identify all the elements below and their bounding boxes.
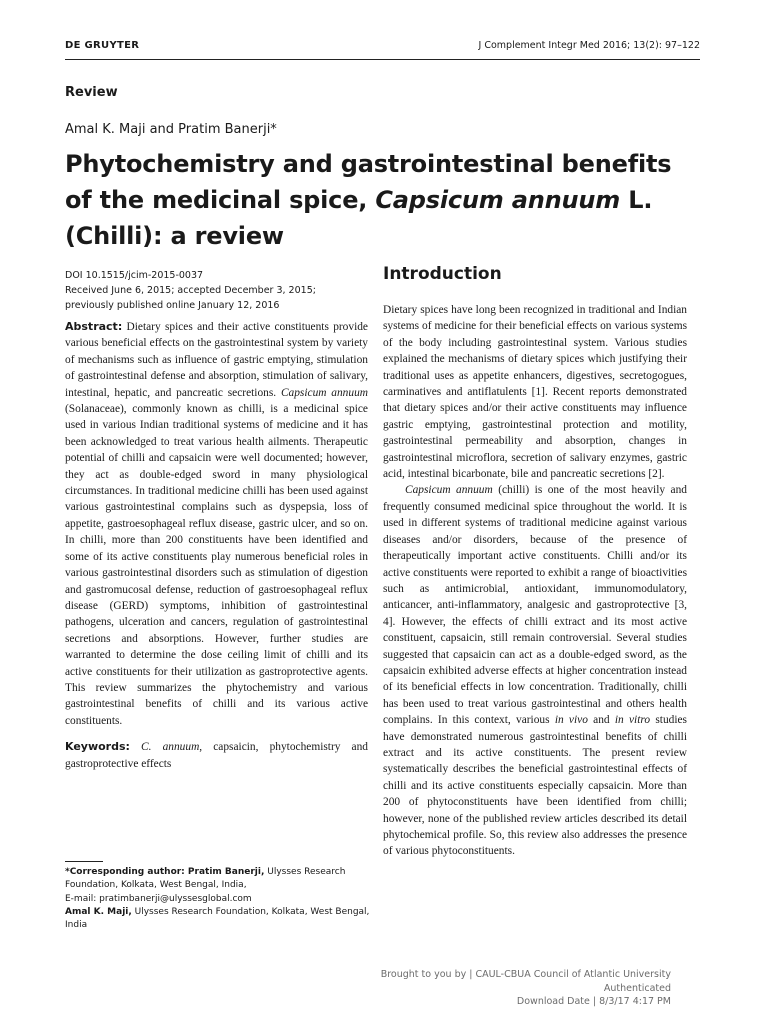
- keywords-label: Keywords:: [65, 740, 130, 754]
- watermark-line-1: Brought to you by | CAUL-CBUA Council of Atlantic University: [380, 969, 671, 980]
- second-author-affiliation: Ulysses Research Foundation, Kolkata, West Bengal, India: [65, 906, 370, 931]
- abstract-label: Abstract:: [65, 320, 123, 333]
- abstract-text-1: Dietary spices and their active constituents provide various beneficial effects on the gastrointestinal system by variety of mechanisms such as influence of gastric emptying, stimulation of gastrointestinal defense and absorption, stimulation of salivary, intestinal, hepatic, and pancreatic secretions.: [65, 321, 368, 399]
- intro-paragraph-1: Dietary spices have long been recognized in traditional and Indian systems of medicine for their beneficial effects on various systems of the body including gastrointestinal system. Various studies explained the mechanisms of dietary spices which justifying their traditional uses as appetite enhancers, digestives, secretogogues, carminatives and antiflatulents [1]. Recent reports demonstrated that dietary spices and/or their active constituents may influence gastric emptying, gastrointestinal protection and motility, gastrointestinal permeability and absorption, changes in gastrointestinal microflora, secretion of salivary enzymes, gastric acid, intestinal bicarbonate, bile and pancreatic secretions [2].: [383, 304, 687, 481]
- publisher-name: DE GRUYTER: [65, 40, 140, 51]
- published-date: previously published online January 12, 2016: [65, 300, 280, 311]
- keywords-text: , capsaicin, phytochemistry and gastroprotective effects: [65, 741, 368, 770]
- intro-p2-text-2: studies have demonstrated numerous gastrointestinal benefits of chilli extract and its active constituents. The present review systematically describes the beneficial gastrointestinal effects of chilli and its active constituents especially capsaicin. More than 200 of phytoconstituents have been identified from chilli; however, none of the published review articles described its detail phytochemical profile. So, this review also addresses the presence of various phytoconstituents.: [383, 714, 687, 858]
- article-metadata: [65, 268, 316, 313]
- received-date: Received June 6, 2015; accepted December 3, 2015;: [65, 285, 316, 296]
- abstract-species-name: Capsicum annuum: [280, 386, 368, 399]
- title-part-2: L. (Chilli): a review: [65, 186, 653, 250]
- intro-in-vivo: in vivo: [554, 714, 588, 727]
- intro-species-name: Capsicum annuum: [405, 484, 493, 497]
- journal-citation: J Complement Integr Med 2016; 13(2): 97–122: [478, 40, 700, 51]
- doi-link[interactable]: DOI 10.1515/jcim-2015-0037: [65, 270, 204, 281]
- corresponding-author-label: *Corresponding author: Pratim Banerji,: [65, 867, 265, 877]
- keyword-species: C. annuum: [129, 741, 200, 754]
- article-type: Review: [65, 85, 118, 100]
- corresponding-author: [65, 866, 370, 893]
- introduction-column: [383, 302, 687, 860]
- footnote-divider: [65, 861, 103, 862]
- corresponding-author-affiliation: Ulysses Research Foundation, Kolkata, West Bengal, India,: [65, 867, 346, 891]
- intro-in-vitro: in vitro: [614, 714, 651, 727]
- title-species-name: Capsicum annuum: [375, 186, 621, 214]
- abstract: [65, 319, 368, 729]
- author-list: Amal K. Maji and Pratim Banerji*: [65, 122, 277, 137]
- watermark-line-2: Authenticated: [603, 982, 671, 994]
- intro-p2-text-1: (chilli) is one of the most heavily and frequently consumed medicinal spice throughout the world. It is used in different systems of traditional medicine against various diseases and/or disorders, because of the presence of therapeutically important active constituents. Chilli and/or its active constituents were reported to exhibit a range of bioactivities such as antimicrobial, antioxidant, immunomodulatory, anticancer, anti-inflammatory, analgesic and gastroprotective [3, 4]. However, the effects of chilli extract and its most active constituent, capsaicin, still remain controversial. Several studies suggested that capsaicin can act as a double-edged sword, as the capsaicin exhibited adverse effects at higher concentration instead of its beneficial effects in low concentration. Traditionally, chilli has been used to treat various gastrointestinal and others health complains. In this context, various: [383, 484, 687, 727]
- title-part-1: Phytochemistry and gastrointestinal benefits of the medicinal spice,: [65, 150, 672, 214]
- abstract-column: [65, 319, 368, 772]
- abstract-text-2: (Solanaceae), commonly known as chilli, is a medicinal spice used in various Indian traditional systems of medicine and it has been acknowledged to treat various health ailments. Therapeutic potential of chilli and capsaicin were well documented; however, they act as double-edged sword in many physiological circumstances. In traditional medicine chilli has been used against various gastrointestinal complains such as dyspepsia, loss of appetite, gastroesophageal reflux disease, gastric ulcer, and so on. In chilli, more than 200 constituents have been identified and some of its active constituents play numerous beneficial roles in various gastrointestinal disorders such as stimulation of digestion and gastromucosal defense, reduction of gastroesophageal reflux disease (GERD) symptoms, inhibition of gastrointestinal pathogens, ulceration and cancers, regulation of gastrointestinal secretions and absorptions. However, further studies are warranted to determine the dose ceiling limit of chilli and its active constituents for their utilization as gastroprotective agents. This review summarizes the phytochemistry and various gastrointestinal benefits of chilli and its various active constituents.: [65, 403, 368, 727]
- keywords: [65, 739, 368, 772]
- second-author: [65, 906, 370, 933]
- intro-paragraph-2: [383, 482, 687, 859]
- introduction-heading: Introduction: [383, 264, 502, 284]
- watermark-line-3: Download Date | 8/3/17 4:17 PM: [516, 996, 671, 1007]
- article-title: [65, 146, 685, 254]
- access-watermark: [381, 968, 671, 1009]
- second-author-label: Amal K. Maji,: [65, 906, 132, 917]
- header-divider: [65, 59, 700, 60]
- intro-and: and: [587, 714, 615, 727]
- author-footnote: [65, 866, 370, 932]
- author-email[interactable]: E-mail: pratimbanerji@ulyssesglobal.com: [65, 893, 252, 904]
